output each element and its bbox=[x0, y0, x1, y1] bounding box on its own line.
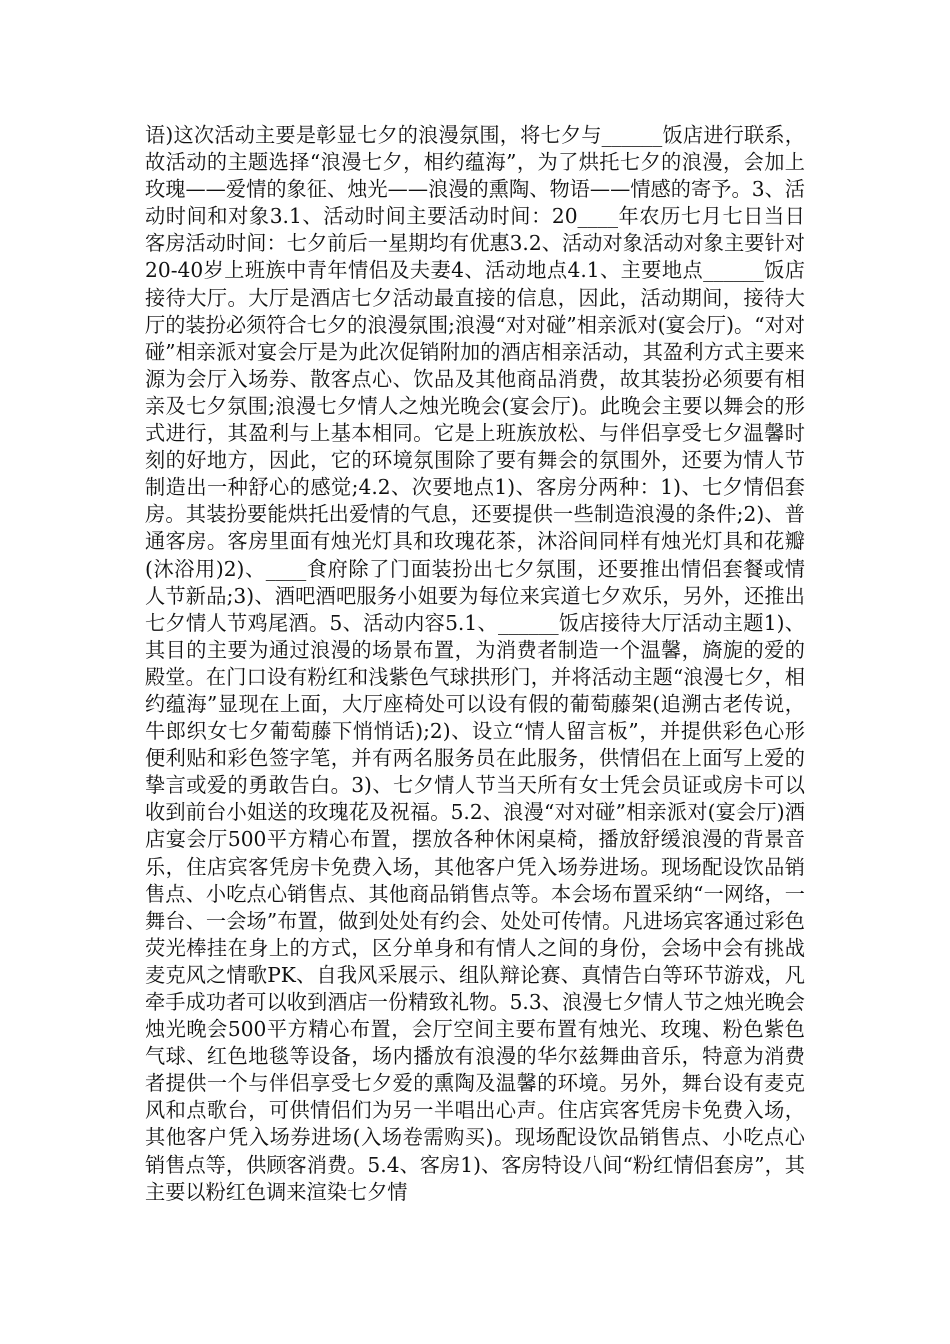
body-paragraph: 语)这次活动主要是彰显七夕的浪漫氛围，将七夕与______饭店进行联系，故活动的主题选择“浪漫七夕，相约蕴海”，为了烘托七夕的浪漫，会加上玫瑰——爱情的象征、烛光——浪漫的熏陶、物语——情感的寄予。3、活动时间和对象3.1、活动时间主要活动时间：20____年农历七月七日当日客房活动时间：七夕前后一星期均有优惠3.2、活动对象活动对象主要针对20-40岁上班族中青年情侣及夫妻4、活动地点4.1、主要地点______饭店接待大厅。大厅是酒店七夕活动最直接的信息，因此，活动期间，接待大厅的装扮必须符合七夕的浪漫氛围;浪漫“对对碰”相亲派对(宴会厅)。“对对碰”相亲派对宴会厅是为此次促销附加的酒店相亲活动，其盈利方式主要来源为会厅入场券、散客点心、饮品及其他商品消费，故其装扮必须要有相亲及七夕氛围;浪漫七夕情人之烛光晚会(宴会厅)。此晚会主要以舞会的形式进行，其盈利与上基本相同。它是上班族放松、与伴侣享受七夕温馨时刻的好地方，因此，它的环境氛围除了要有舞会的氛围外，还要为情人节制造出一种舒心的感觉;4.2、次要地点1)、客房分两种：1)、七夕情侣套房。其装扮要能烘托出爱情的气息，还要提供一些制造浪漫的条件;2)、普通客房。客房里面有烛光灯具和玫瑰花茶，沐浴间同样有烛光灯具和花瓣(沐浴用)2)、____食府除了门面装扮出七夕氛围，还要推出情侣套餐或情人节新品;3)、酒吧酒吧服务小姐要为每位来宾道七夕欢乐，另外，还推出七夕情人节鸡尾酒。5、活动内容5.1、______饭店接待大厅活动主题1)、其目的主要为通过浪漫的场景布置，为消费者制造一个温馨，旖旎的爱的殿堂。在门口设有粉红和浅紫色气球拱形门，并将活动主题“浪漫七夕，相约蕴海”显现在上面，大厅座椅处可以设有假的葡萄藤架(追溯古老传说，牛郎织女七夕葡萄藤下悄悄话);2)、设立“情人留言板”，并提供彩色心形便利贴和彩色签字笔，并有两名服务员在此服务，供情侣在上面写上爱的挚言或爱的勇敢告白。3)、七夕情人节当天所有女士凭会员证或房卡可以收到前台小姐送的玫瑰花及祝福。5.2、浪漫“对对碰”相亲派对(宴会厅)酒店宴会厅500平方精心布置，摆放各种休闲桌椅，播放舒缓浪漫的背景音乐，住店宾客凭房卡免费入场，其他客户凭入场券进场。现场配设饮品销售点、小吃点心销售点、其他商品销售点等。本会场布置采纳“一网络，一舞台、一会场”布置，做到处处有约会、处处可传情。凡进场宾客通过彩色荧光棒挂在身上的方式，区分单身和有情人之间的身份，会场中会有挑战麦克风之情歌PK、自我风采展示、组队辩论赛、真情告白等环节游戏，凡牵手成功者可以收到酒店一份精致礼物。5.3、浪漫七夕情人节之烛光晚会烛光晚会500平方精心布置，会厅空间主要布置有烛光、玫瑰、粉色紫色气球、红色地毯等设备，场内播放有浪漫的华尔兹舞曲音乐，特意为消费者提供一个与伴侣享受七夕爱的熏陶及温馨的环境。另外，舞台设有麦克风和点歌台，可供情侣们为另一半唱出心声。住店宾客凭房卡免费入场，其他客户凭入场券进场(入场卷需购买)。现场配设饮品销售点、小吃点心销售点等，供顾客消费。5.4、客房1)、客房特设八间“粉红情侣套房”，其主要以粉红色调来渲染七夕情 bbox=[145, 123, 805, 1204]
